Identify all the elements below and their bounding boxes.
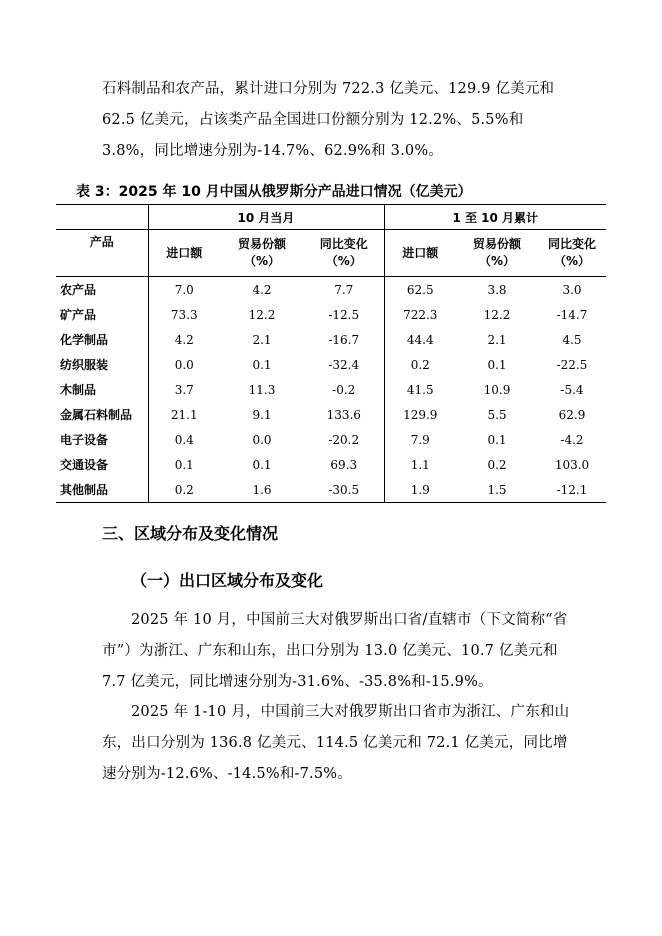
import-by-product-table — [56, 204, 606, 503]
cell-month-share: 0.1 — [252, 457, 272, 472]
cell-month-share: 0.1 — [252, 357, 272, 372]
table-row — [56, 427, 606, 452]
table-row — [56, 402, 606, 427]
column-header-cumulative-yoy — [538, 230, 606, 277]
cell-month-share: 2.1 — [252, 332, 272, 347]
cell-month-share: 9.1 — [252, 407, 272, 422]
column-header-cumulative-yoy-line1: 同比变化 — [547, 237, 596, 251]
cell-month-import: 0.2 — [148, 477, 220, 503]
cell-month-share: 12.2 — [248, 307, 276, 322]
cell-month-import: 0.4 — [148, 427, 220, 452]
column-header-cumulative-yoy-line2: （%） — [553, 254, 591, 268]
column-header-month-share — [220, 230, 304, 277]
cell-month-import: 0.0 — [148, 352, 220, 377]
cell-cumulative-yoy: 103.0 — [554, 457, 590, 472]
cell-month-import: 21.1 — [148, 402, 220, 427]
cell-month-share: 0.0 — [252, 432, 272, 447]
table-group-header-row — [56, 205, 606, 230]
section-heading: 三、区域分布及变化情况 — [102, 524, 279, 543]
cell-cumulative-share: 0.2 — [487, 457, 507, 472]
cell-cumulative-yoy: -14.7 — [556, 307, 588, 322]
cell-product: 金属石料制品 — [60, 408, 133, 422]
cell-cumulative-yoy: -5.4 — [560, 382, 584, 397]
cell-month-share: 1.6 — [220, 477, 304, 503]
cell-cumulative-import: 62.5 — [384, 277, 456, 303]
cell-cumulative-import: 1.9 — [384, 477, 456, 503]
cell-month-import: 4.2 — [148, 327, 220, 352]
cell-product: 其他制品 — [56, 477, 148, 503]
subsection-heading: （一）出口区域分布及变化 — [131, 571, 324, 590]
cell-cumulative-share: 1.5 — [456, 477, 538, 503]
cell-month-yoy: -20.2 — [328, 432, 360, 447]
cell-cumulative-import: 41.5 — [384, 377, 456, 402]
empty-corner-cell — [56, 205, 148, 230]
cell-cumulative-import: 44.4 — [384, 327, 456, 352]
column-header-month-import: 进口额 — [148, 230, 220, 277]
table-column-header-row — [56, 230, 606, 277]
cell-cumulative-import: 7.9 — [384, 427, 456, 452]
cell-cumulative-share: 3.8 — [487, 282, 507, 297]
cell-cumulative-share: 0.1 — [487, 432, 507, 447]
column-header-month-yoy-line2: （%） — [325, 254, 362, 268]
column-header-month-share-line1: 贸易份额 — [237, 237, 286, 251]
table-row — [56, 277, 606, 303]
cell-month-import: 7.0 — [148, 277, 220, 303]
paragraph-jan-oct: 2025 年 1-10 月，中国前三大对俄罗斯出口省市为浙江、广东和山东，出口分别为 136.8 亿美元、114.5 亿美元和 72.1 亿美元，同比增速分别为-12.6%、-14.5%和-7.5%。 — [102, 704, 570, 782]
table-row — [56, 477, 606, 503]
cell-month-yoy: -32.4 — [328, 357, 360, 372]
cell-cumulative-import: 1.1 — [384, 452, 456, 477]
cell-cumulative-share: 12.2 — [483, 307, 511, 322]
cell-cumulative-yoy: 62.9 — [558, 407, 586, 422]
cell-cumulative-share: 0.1 — [487, 357, 507, 372]
cell-month-share: 4.2 — [252, 282, 272, 297]
column-header-cumulative-share-line2: （%） — [478, 254, 516, 268]
column-header-product: 产品 — [56, 230, 148, 277]
cell-month-yoy: 69.3 — [330, 457, 358, 472]
cell-month-import: 0.1 — [148, 452, 220, 477]
cell-month-yoy: 7.7 — [334, 282, 354, 297]
column-header-cumulative-import: 进口额 — [384, 230, 456, 277]
cell-cumulative-import: 722.3 — [384, 302, 456, 327]
cell-cumulative-yoy: 4.5 — [562, 332, 582, 347]
cell-month-yoy: 133.6 — [326, 407, 361, 422]
cell-product: 矿产品 — [60, 308, 97, 322]
cell-month-yoy: -0.2 — [332, 382, 356, 397]
cell-cumulative-share: 5.5 — [487, 407, 507, 422]
column-header-month-yoy — [304, 230, 384, 277]
cell-cumulative-yoy: 3.0 — [562, 282, 582, 297]
column-header-month-yoy-line1: 同比变化 — [319, 237, 368, 251]
cell-month-share: 11.3 — [248, 382, 276, 397]
cell-cumulative-share: 2.1 — [487, 332, 507, 347]
table-row — [56, 377, 606, 402]
group-header-cumulative: 1 至 10 月累计 — [384, 205, 606, 230]
column-header-cumulative-share — [456, 230, 538, 277]
cell-month-yoy: -12.5 — [328, 307, 360, 322]
cell-cumulative-share: 10.9 — [483, 382, 511, 397]
cell-product: 纺织服装 — [60, 358, 109, 372]
cell-product: 电子设备 — [60, 433, 109, 447]
cell-cumulative-yoy: -22.5 — [556, 357, 588, 372]
cell-cumulative-import: 0.2 — [384, 352, 456, 377]
cell-product: 农产品 — [60, 283, 97, 297]
paragraph-october: 2025 年 10 月，中国前三大对俄罗斯出口省/直辖市（下文简称“省市”）为浙江、广东和山东，出口分别为 13.0 亿美元、10.7 亿美元和 7.7 亿美元，同比增速分别为-31.6%、-35.8%和-15.9%。 — [102, 612, 568, 690]
column-header-cumulative-share-line1: 贸易份额 — [472, 237, 521, 251]
table-row — [56, 327, 606, 352]
table-caption: 表 3：2025 年 10 月中国从俄罗斯分产品进口情况（亿美元） — [76, 184, 472, 200]
column-header-month-share-line2: （%） — [243, 254, 281, 268]
cell-month-import: 73.3 — [148, 302, 220, 327]
group-header-month: 10 月当月 — [148, 205, 384, 230]
cell-month-yoy: -30.5 — [304, 477, 384, 503]
cell-product: 化学制品 — [60, 333, 109, 347]
table-row — [56, 352, 606, 377]
cell-product: 木制品 — [60, 383, 97, 397]
cell-cumulative-import: 129.9 — [384, 402, 456, 427]
intro-paragraph: 石料制品和农产品，累计进口分别为 722.3 亿美元、129.9 亿美元和 62.5 亿美元，占该类产品全国进口份额分别为 12.2%、5.5%和 3.8%，同比增速分别为-14.7%、62.9%和 3.0%。 — [102, 81, 555, 159]
table-row — [56, 302, 606, 327]
cell-month-yoy: -16.7 — [328, 332, 360, 347]
table-row — [56, 452, 606, 477]
cell-product: 交通设备 — [60, 458, 109, 472]
cell-cumulative-yoy: -12.1 — [538, 477, 606, 503]
cell-cumulative-yoy: -4.2 — [560, 432, 584, 447]
cell-month-import: 3.7 — [148, 377, 220, 402]
